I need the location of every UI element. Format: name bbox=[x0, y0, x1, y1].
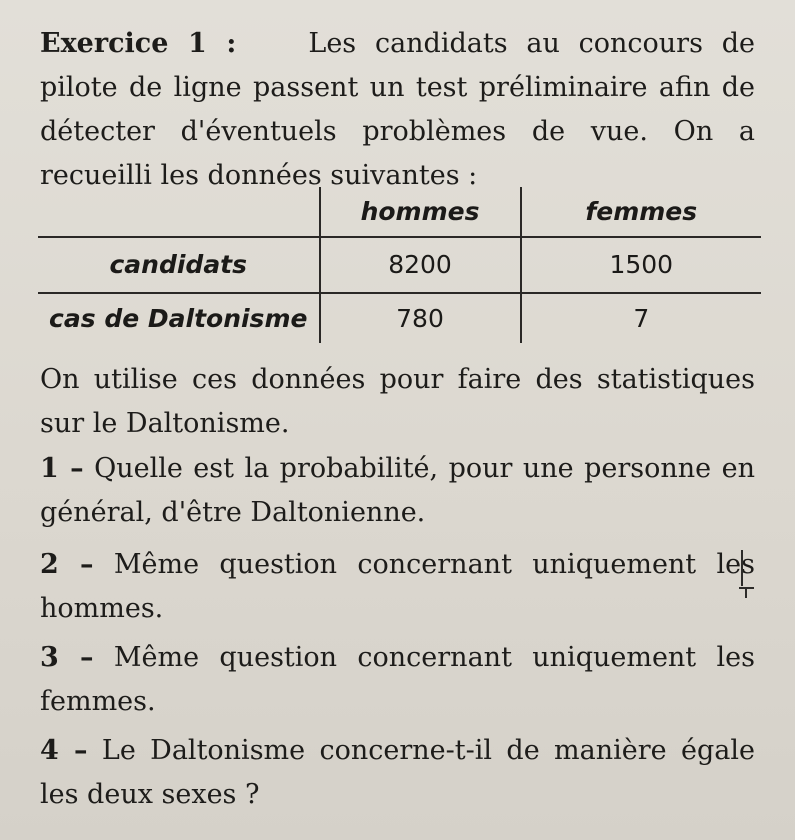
exercise-intro-text: Les candidats au concours de pilote de ligne passent un test préliminaire afin de détecter d'éventuels problèmes de vue. On a recueilli les données suivantes : bbox=[40, 28, 755, 191]
question-text: Le Daltonisme concerne-t-il de manière égale les deux sexes ? bbox=[40, 735, 755, 810]
data-table bbox=[38, 187, 761, 343]
question-number: 4 – bbox=[40, 735, 88, 766]
question-number: 1 – bbox=[40, 453, 84, 484]
question-4 bbox=[40, 729, 755, 817]
question-2 bbox=[40, 543, 755, 631]
table-header-row bbox=[38, 187, 761, 237]
after-table-paragraph: On utilise ces données pour faire des statistiques sur le Daltonisme. bbox=[40, 364, 755, 439]
table-cell: 780 bbox=[320, 293, 521, 343]
table-header-hommes: hommes bbox=[320, 187, 521, 237]
question-text: Quelle est la probabilité, pour une personne en général, d'être Daltonienne. bbox=[40, 453, 756, 528]
pen-mark-icon bbox=[738, 548, 756, 600]
question-1 bbox=[40, 447, 755, 535]
table-row bbox=[38, 237, 761, 293]
table-row bbox=[38, 293, 761, 343]
table-cell: 1500 bbox=[521, 237, 761, 293]
table-row-label: candidats bbox=[109, 250, 248, 279]
question-text: Même question concernant uniquement les femmes. bbox=[40, 642, 755, 717]
table-header-femmes: femmes bbox=[521, 187, 761, 237]
question-text: Même question concernant uniquement les hommes. bbox=[40, 549, 755, 624]
table-cell: 8200 bbox=[320, 237, 521, 293]
question-3 bbox=[40, 636, 755, 724]
question-number: 2 – bbox=[40, 549, 94, 580]
question-number: 3 – bbox=[40, 642, 94, 673]
table-cell: 7 bbox=[521, 293, 761, 343]
table-row-label: cas de Daltonisme bbox=[49, 303, 308, 333]
exercise-title: Exercice 1 : bbox=[40, 28, 237, 59]
exercise-intro bbox=[40, 22, 755, 198]
table-header-empty bbox=[38, 187, 320, 237]
